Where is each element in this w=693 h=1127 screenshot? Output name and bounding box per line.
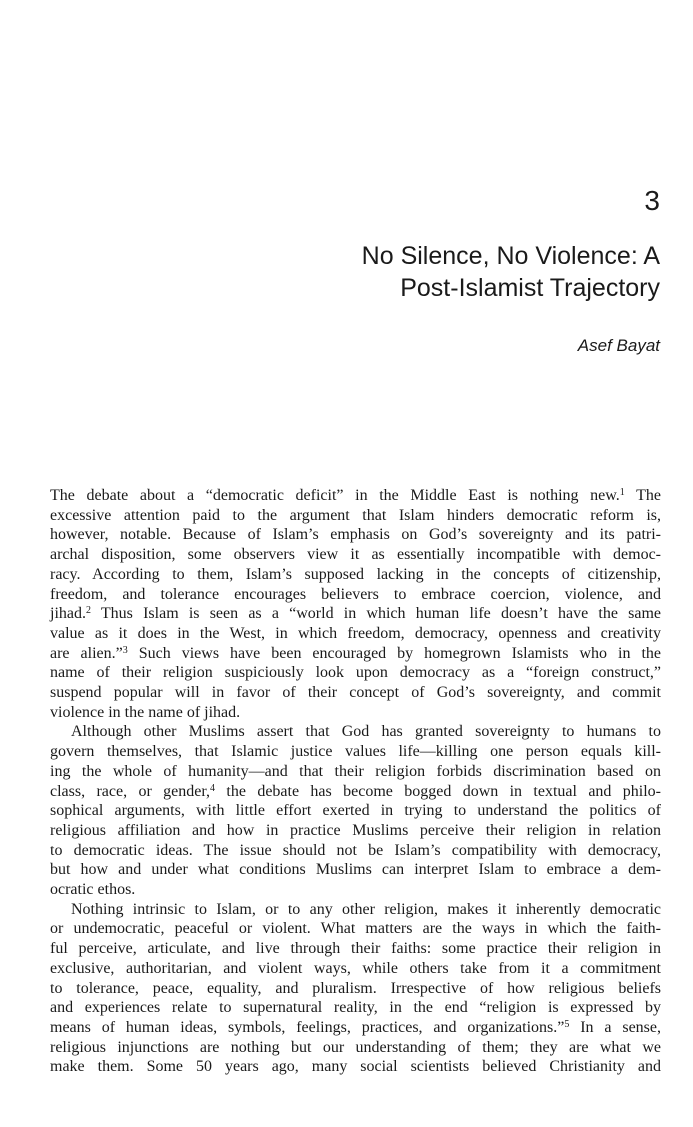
body-line	[50, 624, 661, 644]
body-line	[50, 742, 661, 762]
chapter-title-line-2: Post-Islamist Trajectory	[400, 274, 660, 302]
body-line	[50, 486, 661, 506]
body-line-text: ing the whole of humanity—and that their religion forbids discrimination based on	[50, 762, 661, 780]
body-line	[50, 683, 661, 703]
body-line-text: The	[624, 487, 661, 504]
body-line-text: but how and under what conditions Muslims can interpret Islam to embrace a dem-	[50, 861, 661, 879]
body-line	[50, 939, 661, 959]
body-line	[50, 880, 661, 900]
body-line	[50, 1018, 661, 1038]
body-line-text: Such views have been encouraged by homegrown Islamists who in the	[127, 644, 661, 662]
chapter-title	[160, 240, 660, 304]
body-line-text: Thus Islam is seen as a “world in which human life doesn’t have the same	[91, 605, 661, 623]
body-line-text: Nothing intrinsic to Islam, or to any other religion, makes it inherently democratic	[71, 900, 661, 918]
body-line	[50, 663, 661, 683]
body-line	[50, 644, 661, 664]
body-line-text: ocratic ethos.	[50, 881, 136, 899]
chapter-author: Asef Bayat	[577, 336, 660, 355]
body-line	[50, 722, 661, 742]
body-line-text: religious injunctions are nothing but our understanding of them; they are what we	[50, 1038, 661, 1056]
body-line-text: sophical arguments, with little effort exerted in trying to understand the politics of	[50, 802, 661, 820]
body-line-text: or undemocratic, peaceful or violent. What matters are the ways in which the faith-	[50, 920, 661, 938]
body-line-text: name of their religion suspiciously look upon democracy as a “foreign construct,”	[50, 664, 661, 682]
body-line-text: Although other Muslims assert that God has granted sovereignty to humans to	[71, 723, 661, 741]
body-line-text: suspend popular will in favor of their concept of God’s sovereignty, and commit	[50, 684, 661, 702]
footnote-marker: 2	[86, 605, 91, 617]
body-line	[50, 1038, 661, 1058]
body-line	[50, 525, 661, 545]
footnote-marker: 3	[122, 644, 128, 656]
chapter-title-line-1: No Silence, No Violence: A	[361, 242, 660, 270]
body-line	[50, 585, 661, 605]
body-line	[50, 900, 661, 920]
body-line	[50, 604, 661, 624]
body-line	[50, 782, 661, 802]
body-line-text: govern themselves, that Islamic justice values life—killing one person equals kill-	[50, 743, 661, 761]
body-line-text: jihad.	[50, 605, 86, 623]
body-line	[50, 919, 661, 939]
body-line-text: exclusive, authoritarian, and violent ways, while others take from it a commitment	[50, 959, 661, 977]
body-line-text: to democratic ideas. The issue should not be Islam’s compatibility with democracy,	[50, 841, 661, 859]
body-line-text: make them. Some 50 years ago, many social scientists believed Christianity and	[50, 1058, 661, 1076]
body-line-text: however, notable. Because of Islam’s emphasis on God’s sovereignty and its patri-	[50, 526, 661, 544]
body-line-text: value as it does in the West, in which freedom, democracy, openness and creativity	[50, 624, 661, 642]
body-line	[50, 703, 661, 723]
body-line	[50, 841, 661, 861]
body-line-text: freedom, and tolerance encourages believers to embrace coercion, violence, and	[50, 585, 661, 603]
body-line-text: religious affiliation and how in practice Muslims perceive their religion in relation	[50, 821, 661, 839]
body-line	[50, 979, 661, 999]
body-line-text: excessive attention paid to the argument that Islam hinders democratic reform is,	[50, 506, 661, 524]
body-line	[50, 821, 661, 841]
body-line-text: In a sense,	[569, 1018, 662, 1036]
body-line-text: class, race, or gender,	[50, 782, 211, 800]
body-line-text: racy. According to them, Islam’s supposed lacking in the concepts of citizenship,	[50, 565, 661, 583]
body-line	[50, 762, 661, 782]
body-line	[50, 1057, 661, 1077]
body-line	[50, 998, 661, 1018]
body-line	[50, 565, 661, 585]
body-line-text: and experiences relate to supernatural reality, in the end “religion is expressed by	[50, 999, 661, 1017]
body-line-text: the debate has become bogged down in textual and philo-	[215, 782, 662, 800]
body-line	[50, 860, 661, 880]
chapter-number: 3	[644, 185, 660, 216]
body-text	[50, 486, 661, 1077]
body-line-text: ful perceive, articulate, and live through their faiths: some practice their religion in	[50, 940, 661, 958]
footnote-marker: 4	[210, 782, 216, 794]
body-line	[50, 959, 661, 979]
body-line-text: to tolerance, peace, equality, and pluralism. Irrespective of how religious beliefs	[50, 979, 661, 997]
body-line	[50, 545, 661, 565]
body-line-text: are alien.”	[50, 644, 123, 662]
footnote-marker: 1	[619, 487, 625, 498]
body-line-text: means of human ideas, symbols, feelings, practices, and organizations.”	[50, 1018, 565, 1036]
body-line-text: violence in the name of jihad.	[50, 703, 241, 721]
body-line-text: archal disposition, some observers view it as essentially incompatible with democ-	[50, 546, 661, 564]
body-line	[50, 506, 661, 526]
body-line-text: The debate about a “democratic deficit” in the Middle East is nothing new.	[50, 487, 620, 504]
body-line	[50, 801, 661, 821]
footnote-marker: 5	[564, 1018, 570, 1030]
